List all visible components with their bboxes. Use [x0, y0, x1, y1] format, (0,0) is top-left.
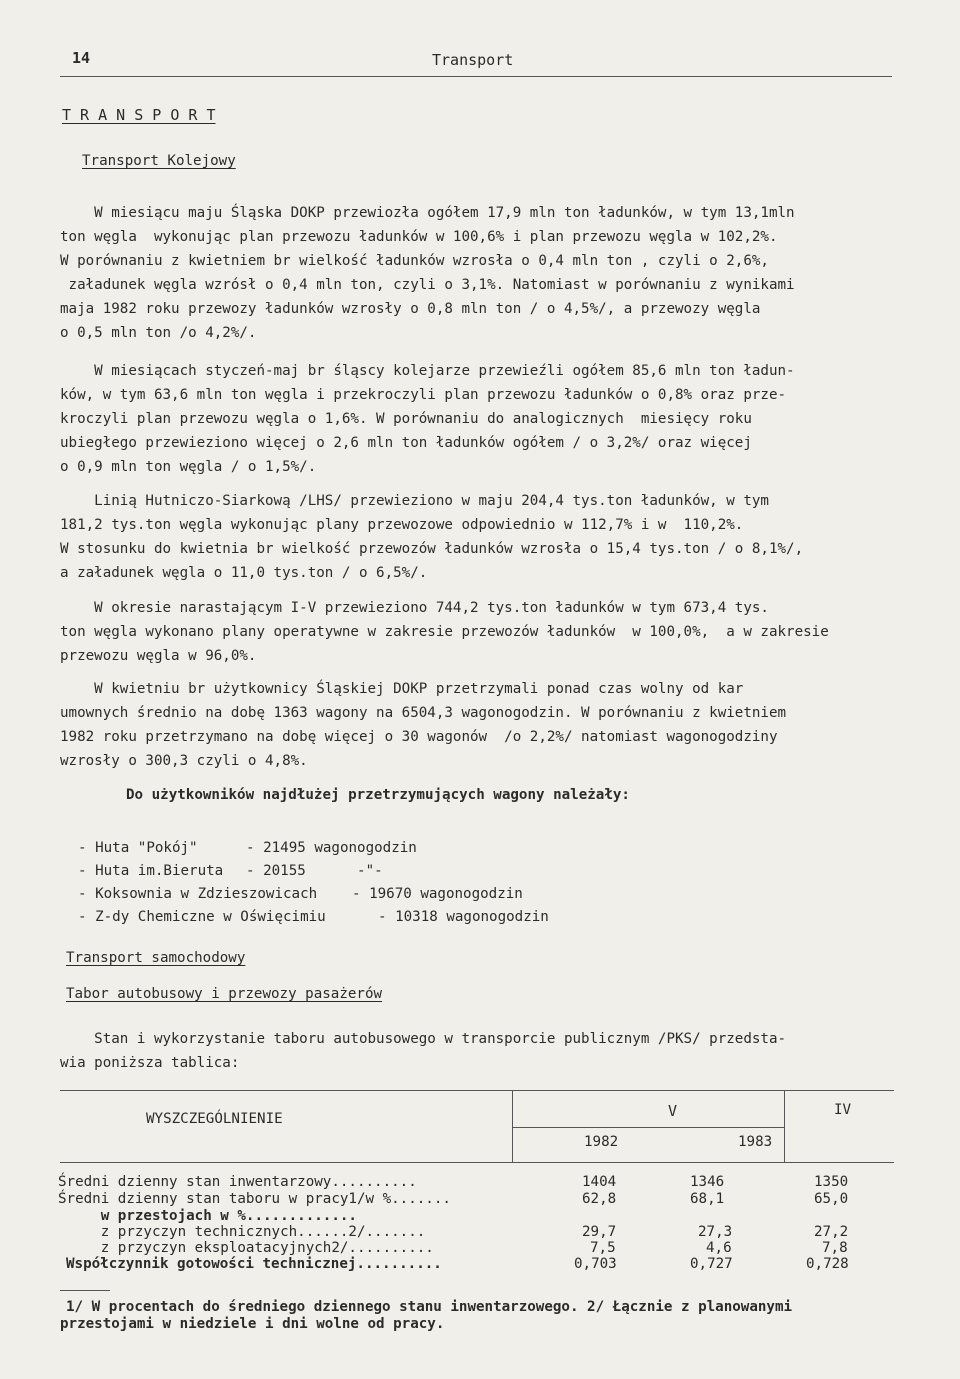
- text-line: ków, w tym 63,6 mln ton węgla i przekroczyli plan przewozu ładunków o 0,8% oraz prze-: [60, 387, 787, 403]
- footnote-line: przestojami w niedziele i dni wolne od pracy.: [60, 1316, 445, 1332]
- table-row-label: z przyczyn eksploatacyjnych2/..........: [58, 1240, 434, 1256]
- table-cell: 1404: [582, 1174, 617, 1190]
- table-header-iv: IV: [834, 1102, 852, 1118]
- text-line: umownych średnio na dobę 1363 wagony na 6504,3 wagonogodzin. W porównaniu z kwietniem: [60, 705, 787, 721]
- table-row-label: w przestojach w %.............: [58, 1208, 357, 1224]
- list-item-name: - Z-dy Chemiczne w Oświęcimiu: [78, 909, 326, 925]
- table-cell: 29,7: [582, 1224, 617, 1240]
- text-line: W okresie narastającym I-V przewieziono 744,2 tys.ton ładunków w tym 673,4 tys.: [60, 600, 769, 616]
- text-line: kroczyli plan przewozu węgla o 1,6%. W porównaniu do analogicznych miesięcy roku: [60, 411, 752, 427]
- rail-paragraph-2: [60, 359, 932, 479]
- page-number: 14: [72, 49, 91, 67]
- list-item-name: - Huta im.Bieruta: [78, 863, 224, 879]
- subsection-bus: Tabor autobusowy i przewozy pasażerów: [66, 986, 383, 1002]
- rail-paragraph-5: [60, 677, 932, 773]
- table-cell: 0,727: [690, 1256, 733, 1272]
- table-intro: [60, 1027, 932, 1075]
- text-line: wzrosły o 300,3 czyli o 4,8%.: [60, 753, 308, 769]
- table-cell: 0,703: [574, 1256, 617, 1272]
- footnote: [60, 1299, 932, 1333]
- table-header-label: WYSZCZEGÓLNIENIE: [146, 1111, 283, 1127]
- text-line: a załadunek węgla o 11,0 tys.ton / o 6,5%/.: [60, 565, 428, 581]
- text-line: W porównaniu z kwietniem br wielkość ładunków wzrosła o 0,4 mln ton , czyli o 2,6%,: [60, 253, 769, 269]
- table-cell: 62,8: [582, 1191, 617, 1207]
- table-cell: 27,2: [814, 1224, 849, 1240]
- subsection-road: Transport samochodowy: [66, 950, 246, 966]
- list-item-value: - 20155 -"-: [246, 863, 383, 879]
- rail-paragraph-4: [60, 596, 932, 668]
- table-header-v: V: [668, 1102, 678, 1120]
- rail-paragraph-3: [60, 489, 932, 585]
- text-line: ton węgla wykonano plany operatywne w zakresie przewozów ładunków w 100,0%, a w zakresie: [60, 624, 829, 640]
- list-item-value: - 21495 wagonogodzin: [246, 840, 417, 856]
- text-line: wia poniższa tablica:: [60, 1055, 240, 1071]
- footnote-line: 1/ W procentach do średniego dziennego stanu inwentarzowego. 2/ Łącznie z planowanymi: [66, 1299, 793, 1315]
- table-top-rule: [60, 1090, 894, 1091]
- table-cell: 68,1: [690, 1191, 725, 1207]
- list-item-value: - 19670 wagonogodzin: [352, 886, 523, 902]
- text-line: 1982 roku przetrzymano na dobę więcej o 30 wagonów /o 2,2%/ natomiast wagonogodziny: [60, 729, 778, 745]
- text-line: maja 1982 roku przewozy ładunków wzrosły o 0,8 mln ton / o 4,5%/, a przewozy węgla: [60, 301, 761, 317]
- table-cell: 1346: [690, 1174, 725, 1190]
- users-intro: Do użytkowników najdłużej przetrzymujących wagony należały:: [126, 787, 630, 803]
- table-row-label: z przyczyn technicznych......2/.......: [58, 1224, 426, 1240]
- text-line: W miesiącu maju Śląska DOKP przewiozła ogółem 17,9 mln ton ładunków, w tym 13,1mln: [60, 205, 795, 221]
- table-col-separator: [512, 1090, 513, 1162]
- table-header-1982: 1982: [584, 1134, 619, 1150]
- text-line: przewozu węgla w 96,0%.: [60, 648, 257, 664]
- table-cell: 7,5: [590, 1240, 616, 1256]
- table-col-separator: [784, 1090, 785, 1162]
- rail-paragraph-1: [60, 201, 932, 345]
- section-title: T R A N S P O R T: [62, 106, 216, 124]
- table-mid-rule: [512, 1127, 784, 1128]
- text-line: W kwietniu br użytkownicy Śląskiej DOKP przetrzymali ponad czas wolny od kar: [60, 681, 744, 697]
- footnote-rule: [60, 1290, 110, 1291]
- table-row-label: Średni dzienny stan inwentarzowy..........: [58, 1174, 417, 1190]
- list-item-name: - Huta "Pokój": [78, 840, 198, 856]
- text-line: o 0,5 mln ton /o 4,2%/.: [60, 325, 257, 341]
- table-cell: 1350: [814, 1174, 849, 1190]
- text-line: załadunek węgla wzrósł o 0,4 mln ton, czyli o 3,1%. Natomiast w porównaniu z wynikami: [60, 277, 795, 293]
- subsection-rail: Transport Kolejowy: [82, 153, 236, 169]
- text-line: Stan i wykorzystanie taboru autobusowego w transporcie publicznym /PKS/ przedsta-: [60, 1031, 787, 1047]
- text-line: ubiegłego przewieziono więcej o 2,6 mln ton ładunków ogółem / o 3,2%/ oraz więcej: [60, 435, 752, 451]
- text-line: o 0,9 mln ton węgla / o 1,5%/.: [60, 459, 317, 475]
- table-cell: 4,6: [706, 1240, 732, 1256]
- list-item-value: - 10318 wagonogodzin: [378, 909, 549, 925]
- header-rule: [60, 76, 892, 77]
- table-cell: 0,728: [806, 1256, 849, 1272]
- table-header-1983: 1983: [738, 1134, 773, 1150]
- table-header-rule: [60, 1162, 894, 1163]
- table-row-label: Średni dzienny stan taboru w pracy1/w %.......: [58, 1191, 451, 1207]
- table-cell: 7,8: [822, 1240, 848, 1256]
- text-line: ton węgla wykonując plan przewozu ładunków w 100,6% i plan przewozu węgla w 102,2%.: [60, 229, 778, 245]
- list-item-name: - Koksownia w Zdzieszowicach: [78, 886, 318, 902]
- text-line: 181,2 tys.ton węgla wykonując plany przewozowe odpowiednio w 112,7% i w 110,2%.: [60, 517, 744, 533]
- text-line: W stosunku do kwietnia br wielkość przewozów ładunków wzrosła o 15,4 tys.ton / o 8,1%/,: [60, 541, 804, 557]
- text-line: Linią Hutniczo-Siarkową /LHS/ przewieziono w maju 204,4 tys.ton ładunków, w tym: [60, 493, 769, 509]
- table-cell: 27,3: [698, 1224, 733, 1240]
- running-title: Transport: [432, 51, 514, 69]
- table-row-label: Współczynnik gotowości technicznej..........: [66, 1256, 442, 1272]
- table-cell: 65,0: [814, 1191, 849, 1207]
- text-line: W miesiącach styczeń-maj br śląscy kolejarze przewieźli ogółem 85,6 mln ton ładun-: [60, 363, 795, 379]
